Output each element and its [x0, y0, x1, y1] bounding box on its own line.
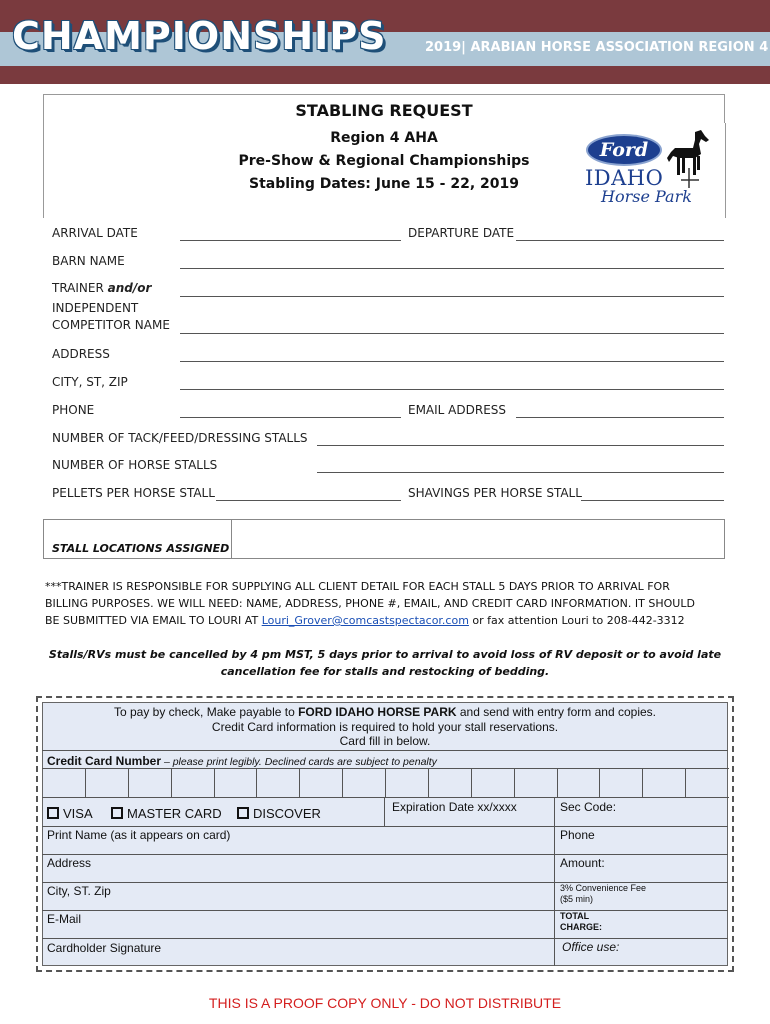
- horse-park-logo-text: Horse Park: [601, 187, 692, 206]
- cc-digit-box[interactable]: [642, 768, 686, 798]
- cc-digit-box[interactable]: [599, 768, 643, 798]
- title-line-dates: Stabling Dates: June 15 - 22, 2019: [249, 176, 519, 192]
- proof-copy-notice: THIS IS A PROOF COPY ONLY - DO NOT DISTRIBUTE: [208, 995, 562, 1011]
- total-charge-label: TOTAL CHARGE:: [560, 911, 602, 932]
- card-city-field[interactable]: [42, 882, 555, 911]
- note-line-3: [45, 612, 735, 629]
- cc-number-label-bold: Credit Card Number: [47, 754, 162, 768]
- stall-locations-divider: [231, 520, 232, 558]
- cc-digit-box[interactable]: [428, 768, 472, 798]
- payee-name: FORD IDAHO HORSE PARK: [298, 705, 457, 719]
- card-address-label: Address: [47, 856, 92, 870]
- cc-digit-box[interactable]: [471, 768, 515, 798]
- tack-stalls-label: NUMBER OF TACK/FEED/DRESSING STALLS: [52, 431, 308, 445]
- barn-name-label: BARN NAME: [52, 254, 125, 268]
- title-line-show: Pre-Show & Regional Championships: [238, 153, 530, 169]
- shavings-field[interactable]: [581, 500, 724, 501]
- title-border-right: [725, 123, 726, 218]
- office-use-label: Office use:: [562, 940, 620, 954]
- amount-label: Amount:: [560, 856, 605, 870]
- trainer-responsibility-note: [45, 578, 735, 629]
- phone-label: PHONE: [52, 403, 95, 417]
- address-field[interactable]: [180, 361, 724, 362]
- note-line-3-text: BE SUBMITTED VIA EMAIL TO LOURI AT: [45, 614, 262, 627]
- cc-digit-box[interactable]: [557, 768, 601, 798]
- cc-digit-box[interactable]: [171, 768, 215, 798]
- payment-intro-text: To pay by check, Make payable to: [113, 705, 299, 719]
- tack-stalls-field[interactable]: [317, 445, 724, 446]
- print-name-label: Print Name (as it appears on card): [47, 828, 231, 842]
- championships-logo: CHAMPIONSHIPS: [12, 14, 387, 58]
- note-line-2: BILLING PURPOSES. WE WILL NEED: NAME, ADDRESS, PHONE #, EMAIL, AND CREDIT CARD INFORMATION. IT SHOULD: [45, 597, 695, 610]
- payment-instructions-line-1: [42, 705, 728, 720]
- mastercard-option[interactable]: [111, 806, 222, 821]
- cc-digit-box[interactable]: [342, 768, 386, 798]
- cc-digit-box[interactable]: [85, 768, 129, 798]
- discover-option[interactable]: [237, 806, 321, 821]
- note-line-1: ***TRAINER IS RESPONSIBLE FOR SUPPLYING ALL CLIENT DETAIL FOR EACH STALL 5 DAYS PRIOR TO ARRIVAL FOR: [45, 580, 670, 593]
- arrival-date-field[interactable]: [180, 240, 401, 241]
- cc-digit-box[interactable]: [256, 768, 300, 798]
- city-st-zip-label: CITY, ST, ZIP: [52, 375, 128, 389]
- email-address-field[interactable]: [516, 417, 724, 418]
- cc-digit-box[interactable]: [685, 768, 729, 798]
- card-phone-label: Phone: [560, 828, 595, 842]
- cc-digit-box[interactable]: [214, 768, 258, 798]
- horse-stalls-label: NUMBER OF HORSE STALLS: [52, 458, 218, 472]
- payment-instructions-line-3: Card fill in below.: [339, 734, 431, 748]
- expiration-date-label: Expiration Date xx/xxxx: [392, 800, 517, 814]
- horse-icon: [665, 128, 713, 190]
- departure-date-field[interactable]: [516, 240, 724, 241]
- cc-digit-box[interactable]: [299, 768, 343, 798]
- trainer-andor-text: and/or: [107, 281, 152, 295]
- trainer-label: [52, 281, 151, 295]
- pellets-label: PELLETS PER HORSE STALL: [52, 486, 215, 500]
- stall-locations-label: STALL LOCATIONS ASSIGNED: [52, 542, 230, 555]
- cc-number-label: [47, 754, 437, 768]
- phone-field[interactable]: [180, 417, 401, 418]
- payment-instructions-line-2: Credit Card information is required to hold your stall reservations.: [211, 719, 559, 734]
- cc-digit-box[interactable]: [385, 768, 429, 798]
- cancellation-note-line-1: Stalls/RVs must be cancelled by 4 pm MST, 5 days prior to arrival to avoid loss of RV deposit or to avoid late: [48, 648, 722, 661]
- address-label: ADDRESS: [52, 347, 110, 361]
- pellets-field[interactable]: [216, 500, 401, 501]
- form-title: STABLING REQUEST: [43, 94, 725, 123]
- cc-digit-box[interactable]: [128, 768, 172, 798]
- mastercard-label: MASTER CARD: [127, 806, 222, 821]
- card-address-field[interactable]: [42, 854, 555, 883]
- mastercard-checkbox[interactable]: [111, 807, 123, 819]
- visa-option[interactable]: [47, 806, 93, 821]
- shavings-label: SHAVINGS PER HORSE STALL: [408, 486, 582, 500]
- card-city-label: City, ST. Zip: [47, 884, 111, 898]
- independent-label: INDEPENDENT: [52, 301, 139, 315]
- email-address-label: EMAIL ADDRESS: [408, 403, 507, 417]
- city-st-zip-field[interactable]: [180, 389, 724, 390]
- competitor-name-label: COMPETITOR NAME: [52, 318, 170, 332]
- competitor-name-field[interactable]: [180, 333, 724, 334]
- note-fax-text: or fax attention Louri to 208-442-3312: [468, 614, 685, 627]
- discover-checkbox[interactable]: [237, 807, 249, 819]
- title-line-region: Region 4 AHA: [330, 130, 438, 146]
- stall-locations-box: [43, 519, 725, 559]
- card-email-field[interactable]: [42, 910, 555, 939]
- header-subtitle: 2019| ARABIAN HORSE ASSOCIATION REGION 4: [425, 40, 769, 55]
- visa-checkbox[interactable]: [47, 807, 59, 819]
- barn-name-field[interactable]: [180, 268, 724, 269]
- ford-idaho-horse-park-logo: [583, 128, 713, 213]
- departure-date-label: DEPARTURE DATE: [408, 226, 515, 240]
- discover-label: DISCOVER: [253, 806, 321, 821]
- louri-email-link[interactable]: Louri_Grover@comcastspectacor.com: [261, 614, 469, 627]
- payment-intro-text-end: and send with entry form and copies.: [456, 705, 656, 719]
- convenience-fee-label: 3% Convenience Fee ($5 min): [560, 883, 647, 904]
- cc-digit-box[interactable]: [514, 768, 558, 798]
- ford-oval-logo: Ford: [586, 134, 662, 166]
- cc-number-note: – please print legibly. Declined cards are subject to penalty: [161, 756, 437, 768]
- sec-code-label: Sec Code:: [560, 800, 617, 814]
- trainer-field[interactable]: [180, 296, 724, 297]
- card-email-label: E-Mail: [47, 912, 82, 926]
- horse-stalls-field[interactable]: [317, 472, 724, 473]
- arrival-date-label: ARRIVAL DATE: [52, 226, 138, 240]
- payment-instructions: [42, 705, 728, 749]
- cc-digit-box[interactable]: [42, 768, 86, 798]
- cardholder-signature-label: Cardholder Signature: [47, 941, 162, 955]
- cancellation-note: [45, 646, 725, 680]
- idaho-logo-text: IDAHO: [585, 166, 664, 190]
- cancellation-note-line-2: cancellation fee for stalls and restocking of bedding.: [220, 665, 550, 678]
- visa-label: VISA: [63, 806, 93, 821]
- trainer-label-text: TRAINER: [52, 281, 108, 295]
